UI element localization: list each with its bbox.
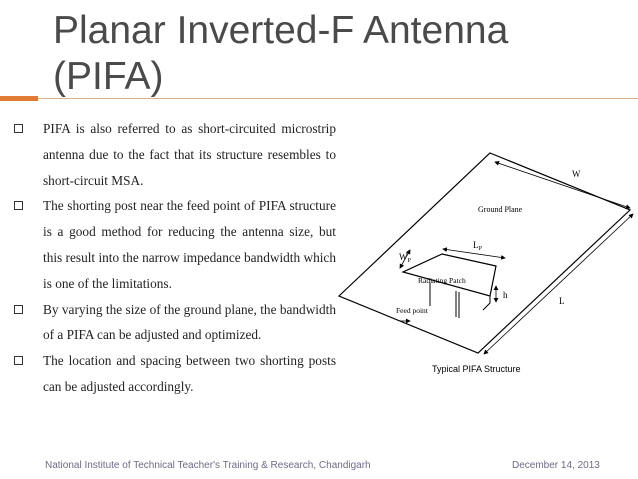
bullet-list <box>14 116 336 400</box>
bullet-text: The location and spacing between two shorting posts can be adjusted accordingly. <box>43 353 336 394</box>
label-h: h <box>503 290 508 300</box>
dimension-w-line <box>495 162 630 208</box>
title-divider <box>38 98 638 99</box>
radiating-patch-shape <box>403 254 496 296</box>
label-w: W <box>572 169 581 179</box>
ground-plane-shape <box>339 153 630 353</box>
slide-title-line2: (PIFA) <box>53 55 164 98</box>
square-bullet-icon <box>14 201 23 210</box>
label-lp-sub: P <box>478 246 482 252</box>
label-wp-sub: P <box>407 258 411 264</box>
bullet-item <box>14 348 336 400</box>
bullet-item <box>14 193 336 296</box>
footer-institute: National Institute of Technical Teacher's Training & Research, Chandigarh <box>45 460 371 471</box>
left-margin-bar <box>0 0 38 110</box>
label-radiating-patch: Radiating Patch <box>418 276 466 285</box>
square-bullet-icon <box>14 124 23 133</box>
patch-side-wall <box>483 296 490 310</box>
bullet-item <box>14 116 336 193</box>
label-lp-main: L <box>473 240 479 250</box>
label-ground-plane: Ground Plane <box>478 205 523 214</box>
footer-date: December 14, 2013 <box>512 460 600 471</box>
bullet-text: By varying the size of the ground plane, the bandwidth of a PIFA can be adjusted and optimized. <box>43 301 336 343</box>
label-wp-main: W <box>399 252 408 262</box>
square-bullet-icon <box>14 356 23 365</box>
diagram-caption: Typical PIFA Structure <box>432 364 521 374</box>
title-accent-bar <box>0 96 38 101</box>
square-bullet-icon <box>14 305 23 314</box>
dimension-l-line <box>484 214 633 354</box>
bullet-text: PIFA is also referred to as short-circuited microstrip antenna due to the fact that its structure resembles to short-circuit MSA. <box>43 121 336 188</box>
label-lp <box>473 240 483 252</box>
bullet-text: The shorting post near the feed point of PIFA structure is a good method for reducing the antenna size, but this result into the narrow impedance bandwidth which is one of the limitations. <box>43 198 336 291</box>
slide-title-line1: Planar Inverted-F Antenna <box>53 9 509 52</box>
label-wp <box>399 252 412 264</box>
label-l: L <box>559 296 565 306</box>
pifa-structure-diagram <box>330 150 638 380</box>
slide-title <box>53 8 613 100</box>
label-feed-point: Feed point <box>396 306 428 315</box>
bullet-item <box>14 297 336 349</box>
